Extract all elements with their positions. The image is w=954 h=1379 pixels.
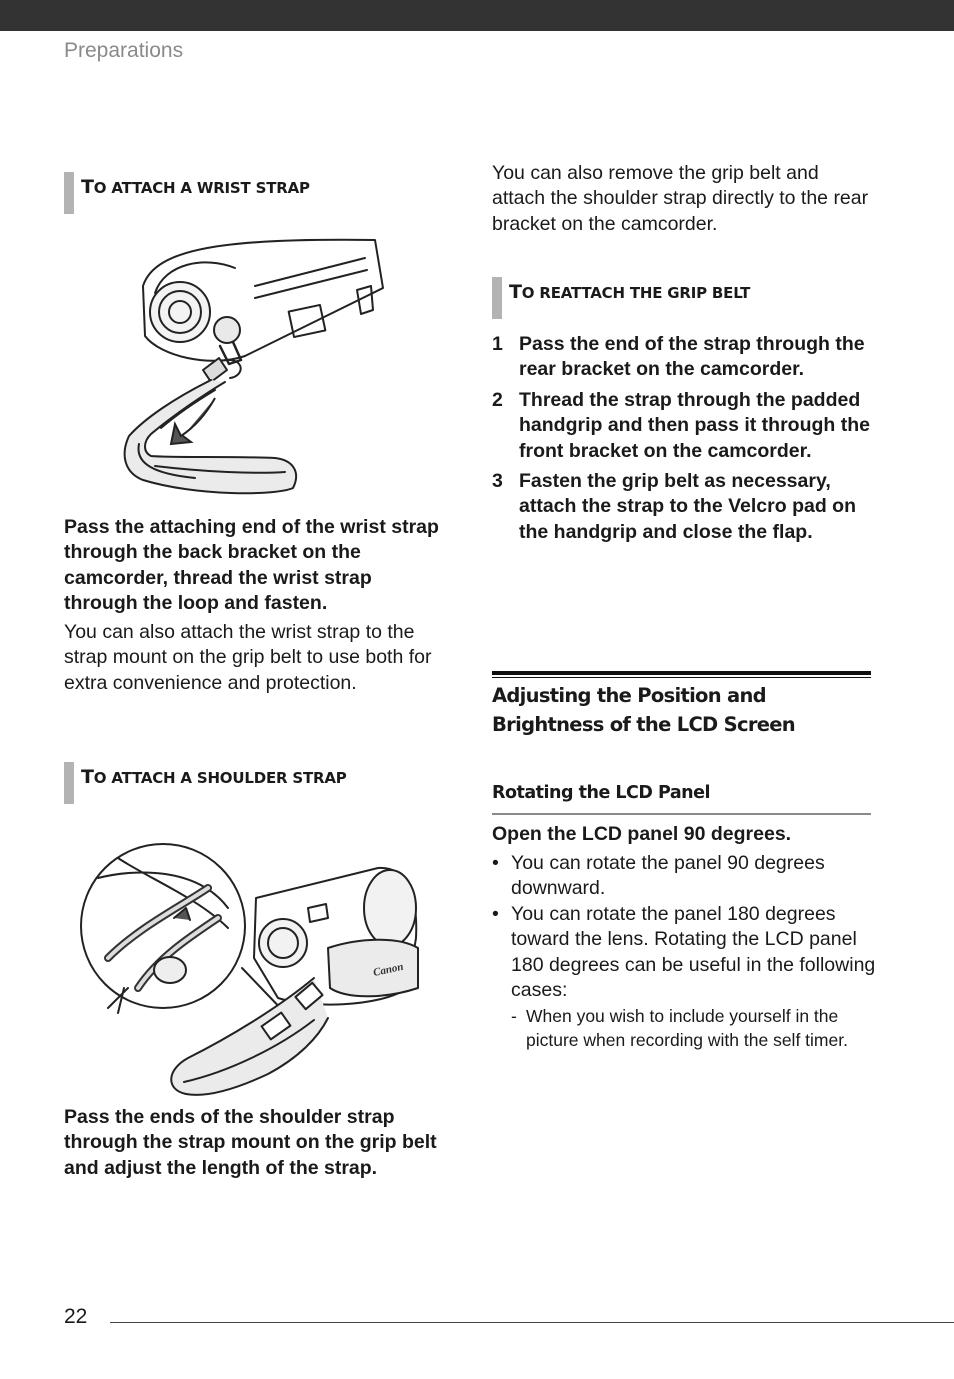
sub-bullet-item [511,1004,877,1052]
reattach-grip-heading [492,277,751,319]
reattach-steps [492,332,877,550]
bullet-item [492,851,877,902]
rotating-lcd-heading: Rotating the LCD Panel [492,783,711,803]
heading-bar [492,277,502,319]
bullet-dot: • [492,852,499,874]
lcd-instruction: Open the LCD panel 90 degrees. [492,823,792,845]
wrist-strap-note: You can also attach the wrist strap to the strap mount on the grip belt to use both for extra convenience and protection. [64,621,432,694]
dash-mark: - [511,1006,517,1027]
shoulder-strap-illustration [78,838,430,1100]
step-item [492,332,877,383]
grip-belt-intro: You can also remove the grip belt and attach the shoulder strap directly to the rear bracket on the camcorder. [492,162,869,235]
section-rule [492,671,871,675]
step-number: 1 [492,333,503,355]
step-number: 3 [492,470,503,493]
footer-rule [110,1322,954,1323]
bullet-text: You can rotate the panel 90 degrees downward. [511,852,825,900]
heading-bar [64,762,74,804]
shoulder-strap-title: TO ATTACH A SHOULDER STRAP [81,766,347,788]
step-text: Thread the strap through the padded handgrip and then pass it through the front bracket on the camcorder. [519,388,870,462]
subheading-rule [492,813,871,815]
canon-logo: Canon [372,960,405,979]
step-text: Fasten the grip belt as necessary, attach the strap to the Velcro pad on the handgrip and close the flap. [519,470,856,543]
lcd-section-heading: Adjusting the Position and Brightness of the LCD Screen [492,684,795,736]
shoulder-strap-instruction: Pass the ends of the shoulder strap through the strap mount on the grip belt and adjust the length of the strap. [64,1106,437,1179]
bullet-dot: • [492,902,499,925]
top-bar [0,0,954,31]
section-rule [492,677,871,678]
reattach-grip-title: TO REATTACH THE GRIP BELT [509,281,751,303]
heading-bar [64,172,74,214]
step-text: Pass the end of the strap through the rear bracket on the camcorder. [519,333,865,381]
shoulder-strap-heading [64,762,347,804]
page-number: 22 [64,1305,88,1328]
step-number: 2 [492,388,503,411]
bullet-text: You can rotate the panel 180 degrees toward the lens. Rotating the LCD panel 180 degrees can be useful in the following cases: [511,902,876,1002]
wrist-strap-heading [64,172,314,214]
section-label: Preparations [64,39,184,62]
lcd-bullet-list [492,851,877,1052]
wrist-strap-title: TO ATTACH A WRIST STRAP [81,176,310,198]
bullet-item [492,902,877,1053]
step-item [492,469,877,545]
step-item [492,388,877,464]
sub-bullet-text: When you wish to include yourself in the picture when recording with the self timer. [526,1006,848,1051]
wrist-strap-instruction: Pass the attaching end of the wrist strap through the back bracket on the camcorder, thread the wrist strap through the loop and fasten. [64,516,439,615]
wrist-strap-illustration [115,238,390,508]
